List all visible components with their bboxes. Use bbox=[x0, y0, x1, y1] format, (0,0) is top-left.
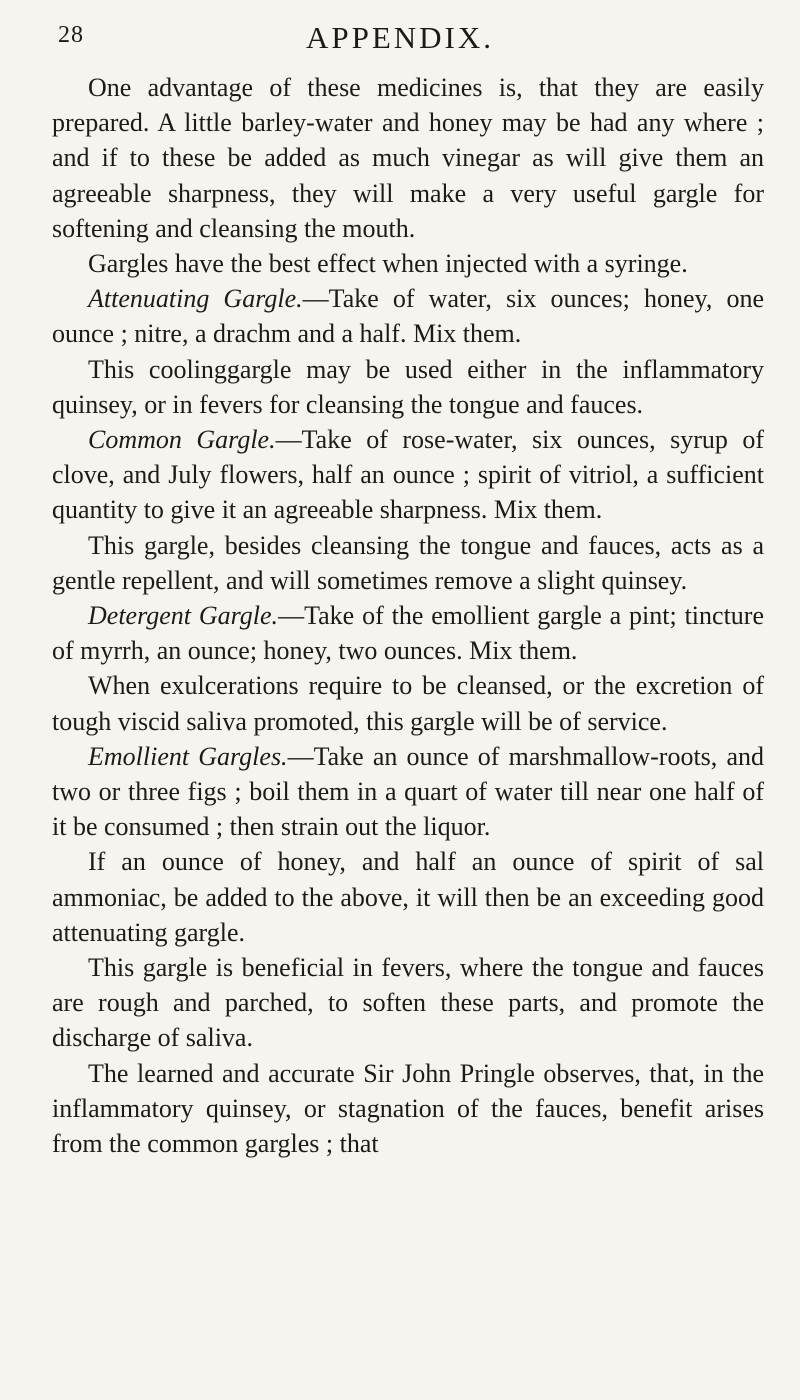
paragraph bbox=[52, 844, 764, 950]
paragraph bbox=[52, 70, 764, 246]
paragraph bbox=[52, 598, 764, 668]
paragraph-text: Gargles have the best effect when injected with a syringe. bbox=[88, 249, 688, 279]
paragraph-text: One advantage of these medicines is, that they are easily prepared. A little barley-water and honey may be had any where ; and if to these be added as much vinegar as will give them an agreeable sharpness, they will make a very useful gargle for softening and cleansing the mouth. bbox=[52, 73, 764, 243]
paragraph-text: This gargle is beneficial in fevers, where the tongue and fauces are rough and parched, to soften these parts, and promote the discharge of saliva. bbox=[52, 953, 764, 1053]
paragraph-lead: Common Gargle. bbox=[88, 425, 276, 455]
body-text bbox=[52, 70, 764, 1161]
paragraph bbox=[52, 352, 764, 422]
paragraph bbox=[52, 739, 764, 845]
paragraph bbox=[52, 422, 764, 528]
paragraph bbox=[52, 1056, 764, 1162]
running-head: APPENDIX. bbox=[305, 20, 495, 55]
paragraph bbox=[52, 950, 764, 1056]
paragraph-text: The learned and accurate Sir John Pringle observes, that, in the inflammatory quinsey, or stagnation of the fauces, benefit arises from the common gargles ; that bbox=[52, 1058, 764, 1159]
paragraph-lead: Detergent Gargle. bbox=[88, 601, 279, 631]
paragraph-text: When exulcerations require to be cleansed, or the excretion of tough viscid saliva promoted, this gargle will be of service. bbox=[52, 671, 764, 736]
paragraph-lead: Attenuating Gargle. bbox=[88, 284, 303, 314]
paragraph-lead: Emollient Gargles. bbox=[88, 741, 288, 771]
paragraph-text: —Take of water, six ounces; honey, one ounce ; nitre, a drachm and a half. Mix them. bbox=[52, 284, 764, 349]
paragraph-text: —Take of the emollient gargle a pint; tincture of myrrh, an ounce; honey, two ounces. Mix them. bbox=[52, 601, 764, 666]
page-header bbox=[52, 20, 748, 60]
paragraph bbox=[52, 668, 764, 738]
paragraph bbox=[52, 281, 764, 351]
paragraph-text: —Take of rose-water, six ounces, syrup of clove, and July flowers, half an ounce ; spirit of vitriol, a sufficient quantity to give it an agreeable sharpness. Mix them. bbox=[52, 425, 765, 525]
page-number: 28 bbox=[58, 22, 84, 48]
paragraph bbox=[52, 246, 764, 281]
paragraph bbox=[52, 528, 764, 598]
paragraph-text: —Take an ounce of marshmallow-roots, and two or three figs ; boil them in a quart of water till near one half of it be consumed ; then strain out the liquor. bbox=[52, 741, 764, 842]
paragraph-text: This coolinggargle may be used either in the inflammatory quinsey, or in fevers for cleansing the tongue and fauces. bbox=[52, 354, 764, 419]
paragraph-text: This gargle, besides cleansing the tongue and fauces, acts as a gentle repellent, and will sometimes remove a slight quinsey. bbox=[52, 530, 764, 595]
paragraph-text: If an ounce of honey, and half an ounce of spirit of sal ammoniac, be added to the above, it will then be an exceeding good attenuating gargle. bbox=[52, 847, 764, 947]
